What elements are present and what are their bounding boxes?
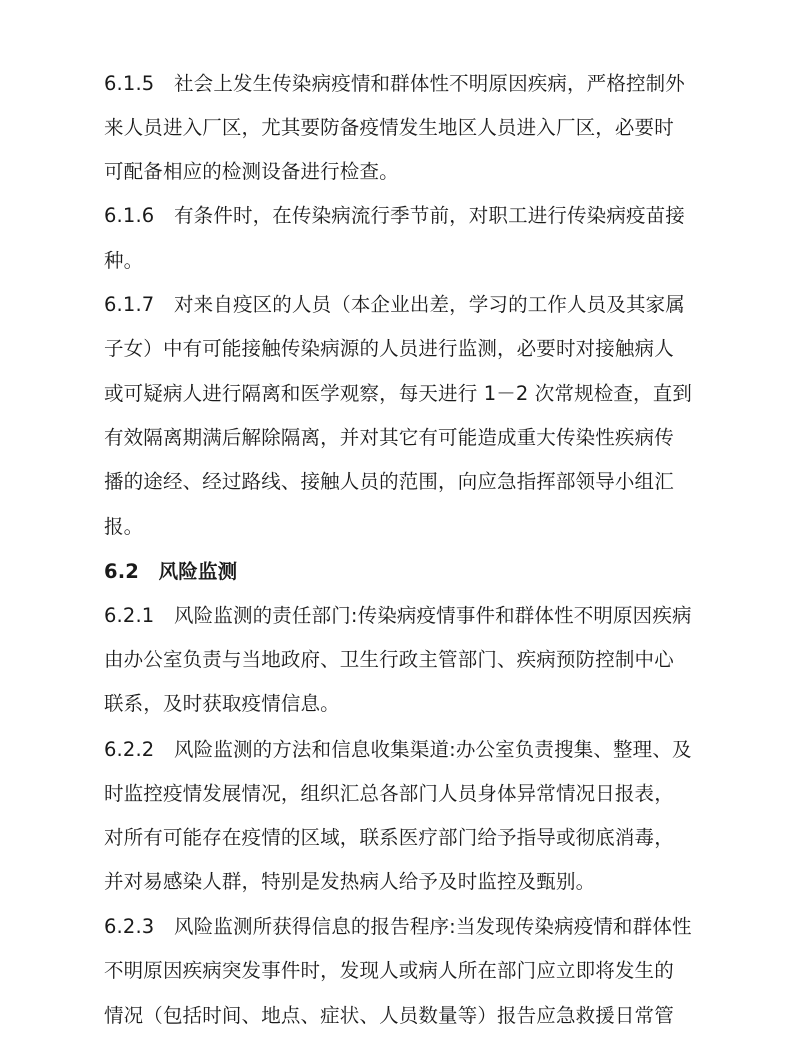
clause-6-1-6-line-2: 种。 — [104, 249, 144, 272]
clause-6-1-5-line-2: 来人员进入厂区，尤其要防备疫情发生地区人员进入厂区，必要时 — [104, 116, 674, 139]
clause-6-2-2-line-1: 6.2.2 风险监测的方法和信息收集渠道:办公室负责搜集、整理、及 — [104, 738, 692, 761]
clause-6-2-1-line-1: 6.2.1 风险监测的责任部门:传染病疫情事件和群体性不明原因疾病 — [104, 604, 692, 627]
clause-6-2-3-line-1: 6.2.3 风险监测所获得信息的报告程序:当发现传染病疫情和群体性 — [104, 915, 692, 938]
clause-6-1-5-line-3: 可配备相应的检测设备进行检查。 — [104, 160, 399, 183]
clause-6-1-7-line-3: 或可疑病人进行隔离和医学观察，每天进行 1－2 次常规检查，直到 — [104, 382, 693, 405]
clause-6-2-2-line-3: 对所有可能存在疫情的区域，联系医疗部门给予指导或彻底消毒， — [104, 826, 674, 849]
clause-6-1-7-line-2: 子女）中有可能接触传染病源的人员进行监测，必要时对接触病人 — [104, 337, 674, 360]
clause-6-1-7-line-6: 报。 — [104, 515, 144, 538]
clause-6-2-1-line-3: 联系，及时获取疫情信息。 — [104, 692, 340, 715]
clause-6-1-7-line-4: 有效隔离期满后解除隔离，并对其它有可能造成重大传染性疾病传 — [104, 426, 674, 449]
clause-6-2-1-line-2: 由办公室负责与当地政府、卫生行政主管部门、疾病预防控制中心 — [104, 648, 674, 671]
section-heading-6-2: 6.2 风险监测 — [104, 560, 238, 583]
clause-6-2-2-line-4: 并对易感染人群，特别是发热病人给予及时监控及甄别。 — [104, 870, 596, 893]
clause-6-2-3-line-2: 不明原因疾病突发事件时，发现人或病人所在部门应立即将发生的 — [104, 959, 674, 982]
clause-6-1-7-line-1: 6.1.7 对来自疫区的人员（本企业出差，学习的工作人员及其家属 — [104, 293, 685, 316]
clause-6-2-2-line-2: 时监控疫情发展情况，组织汇总各部门人员身体异常情况日报表， — [104, 782, 674, 805]
clause-6-2-3-line-3: 情况（包括时间、地点、症状、人员数量等）报告应急救援日常管 — [104, 1004, 674, 1027]
clause-6-1-7-line-5: 播的途经、经过路线、接触人员的范围，向应急指挥部领导小组汇 — [104, 470, 674, 493]
clause-6-1-6-line-1: 6.1.6 有条件时，在传染病流行季节前，对职工进行传染病疫苗接 — [104, 204, 685, 227]
clause-6-1-5-line-1: 6.1.5 社会上发生传染病疫情和群体性不明原因疾病，严格控制外 — [104, 72, 685, 95]
